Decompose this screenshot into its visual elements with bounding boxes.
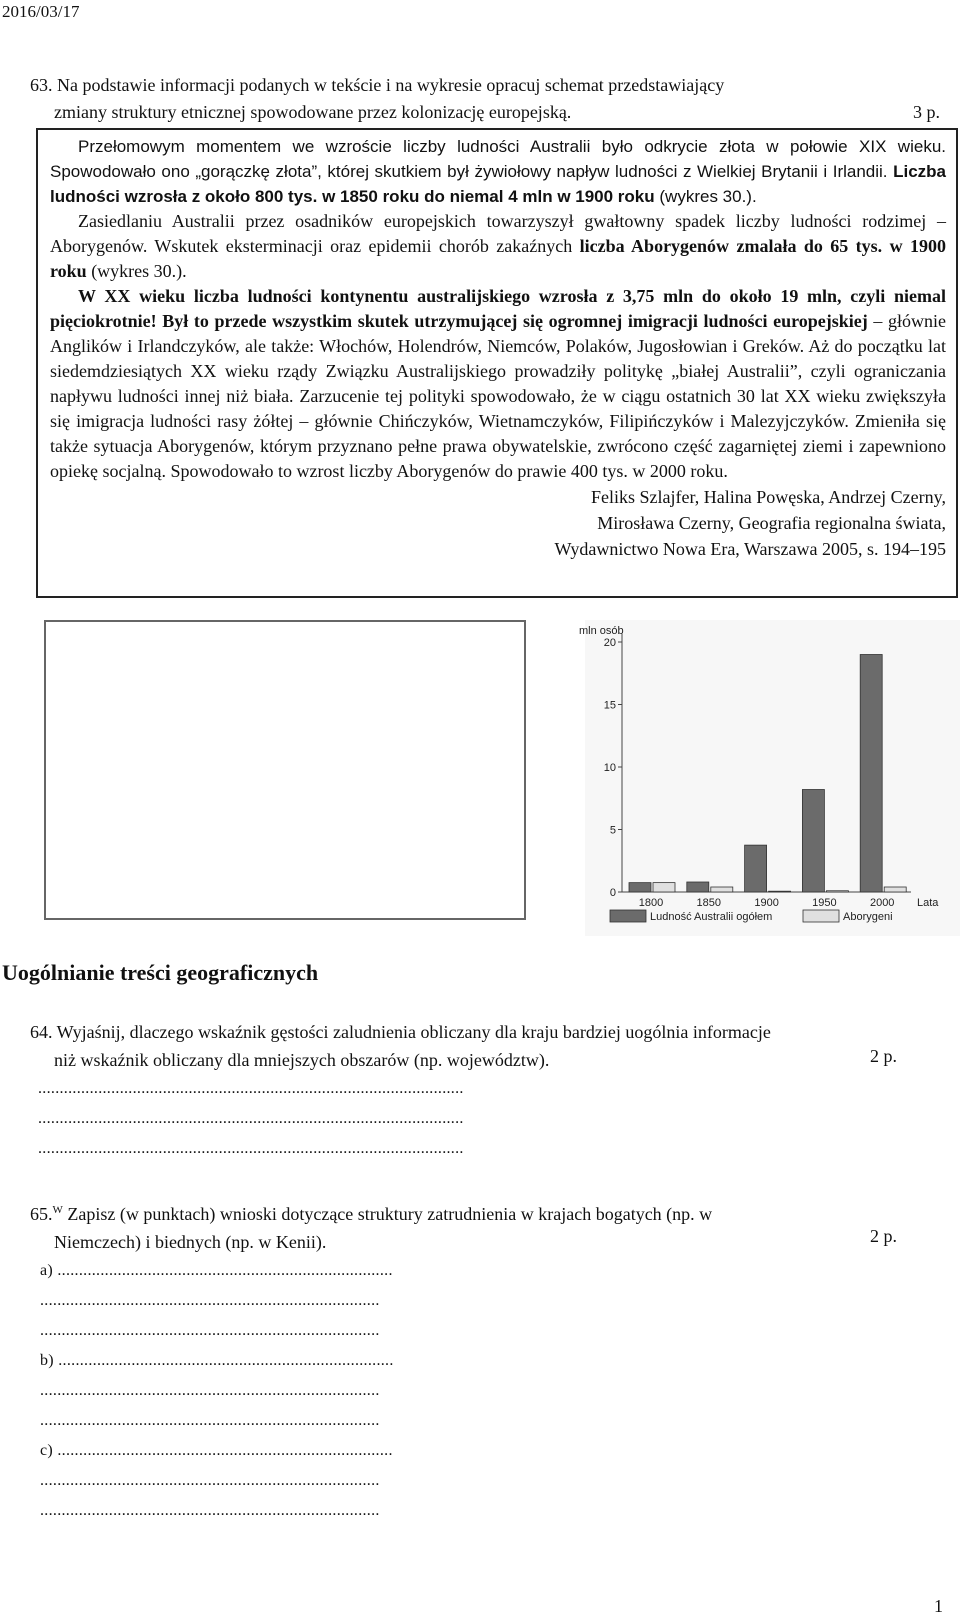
source-p3-text: – głównie Anglików i Irlandczyków, ale także: Włochów, Holendrów, Niemców, Polaków, Jugosłowian i Greków. Aż do początku lat siedemdziesiątych XX wieku rządy Związku Australijskiego prowadziły politykę „białej Australii”, czyli ograniczania napływu ludności innej niż biała. Zarzucenie tej polityki spowodowało, że w ciągu ostatnich 30 lat XX wieku zwiększyła się imigracja ludności rasy żółtej – głównie Chińczyków, Wietnamczyków, Filipińczyków i Malezyjczyków. Zmieniła się także sytuacja Aborygenów, którym przyznano pełne prawa obywatelskie, zwrócono część zagarniętej ziemi i zapewniono opiekę socjalną. Spowodowało to wzrost liczby Aborygenów do prawie 400 tys. w 2000 roku. — [50, 311, 946, 481]
citation-line3: Wydawnictwo Nowa Era, Warszawa 2005, s. 194–195 — [554, 539, 946, 559]
y-tick-label: 0 — [609, 887, 616, 899]
answer-line-b-2[interactable]: ............................................................................... — [40, 1382, 380, 1399]
x-tick-label: 2000 — [869, 897, 895, 909]
y-tick-label: 5 — [609, 824, 616, 837]
y-tick-label: 20 — [603, 637, 616, 649]
x-tick-label: 1900 — [754, 897, 779, 909]
chart-bar — [653, 883, 675, 892]
question-65-points: 2 p. — [870, 1226, 897, 1246]
source-p2-text: Zasiedlaniu Australii przez osadników europejskich towarzyszył gwałtowny spadek liczby ludności rodzimej – Aborygenów. Wskutek eksterminacji oraz epidemii chorób zakaźnych — [50, 211, 946, 256]
question-64-line2: niż wskaźnik obliczany dla mniejszych obszarów (np. województw). — [54, 1050, 550, 1070]
answer-line-64-3[interactable]: ................................................................................................... — [38, 1140, 464, 1157]
source-p3-bold: W XX wieku liczba ludności kontynentu australijskiego wzrosła z 3,75 mln do około 19 mln, czyli niemal pięciokrotnie! Był to przede wszystkim skutek utrzymującej się ogromnej imigracji ludności europejskiej — [50, 286, 946, 331]
answer-box[interactable] — [44, 620, 526, 920]
chart-bar — [884, 887, 906, 892]
answer-line-64-1[interactable]: ................................................................................................... — [38, 1080, 464, 1097]
page-number: 1 — [934, 1596, 943, 1616]
chart-bar — [769, 891, 791, 892]
question-65-extended-mark: W — [52, 1204, 63, 1216]
question-63 — [30, 72, 940, 126]
answer-line-a-3[interactable]: ............................................................................... — [40, 1322, 380, 1339]
y-axis-label: mln osób — [579, 625, 624, 637]
answer-line-c-1[interactable] — [40, 1436, 940, 1466]
question-63-line2: zmiany struktury etnicznej spowodowane przez kolonizację europejską. — [54, 102, 572, 122]
chart-bar — [860, 655, 882, 893]
source-paragraph-1 — [50, 134, 946, 209]
answer-line-64-2[interactable]: ................................................................................................... — [38, 1110, 464, 1127]
chart-bar — [802, 790, 824, 893]
answer-line-a-1[interactable] — [40, 1256, 940, 1286]
x-tick-label: 1800 — [638, 897, 664, 909]
x-axis-label: Lata — [917, 897, 939, 909]
question-65-number: 65. — [30, 1204, 53, 1224]
source-p2-ref: (wykres 30.). — [91, 261, 187, 281]
legend-label: Aborygeni — [843, 911, 893, 923]
legend-label: Ludność Australii ogółem — [650, 911, 773, 923]
answer-label-c: c) — [40, 1442, 54, 1459]
document-date: 2016/03/17 — [2, 2, 80, 21]
dots-b-1: .............................................................................. — [58, 1352, 394, 1369]
question-65-text: Zapisz (w punktach) wnioski dotyczące struktury zatrudnienia w krajach bogatych (np. w — [67, 1204, 713, 1224]
answer-label-b: b) — [40, 1352, 54, 1369]
question-63-points: 3 p. — [913, 102, 940, 122]
citation-line2: Mirosława Czerny, Geografia regionalna świata, — [597, 513, 946, 533]
answer-line-b-1[interactable] — [40, 1346, 940, 1376]
question-64-points: 2 p. — [870, 1046, 897, 1066]
section-title: Uogólnianie treści geograficznych — [2, 960, 319, 985]
population-chart — [579, 620, 960, 936]
question-63-line1: 63. Na podstawie informacji podanych w tekście i na wykresie opracuj schemat przedstawiający — [30, 75, 725, 95]
dots-a-1: .............................................................................. — [57, 1262, 393, 1279]
source-p2-bold: liczba Aborygenów zmalała do 65 tys. w 1900 roku — [50, 236, 946, 281]
dots-c-1: .............................................................................. — [57, 1442, 393, 1459]
question-64 — [30, 1018, 940, 1164]
question-65 — [30, 1196, 940, 1526]
chart-bar — [687, 882, 709, 892]
source-p1-text: Przełomowym momentem we wzroście liczby ludności Australii było odkrycie złota w połowie XIX wieku. Spowodowało ono „gorączkę złota”, której skutkiem był żywiołowy napływ ludności z Wielkiej Brytanii i Irlandii. — [50, 137, 946, 181]
answer-label-a: a) — [40, 1262, 54, 1279]
chart-svg — [579, 620, 960, 936]
chart-bar — [745, 845, 767, 892]
question-65-line1 — [30, 1196, 940, 1228]
chart-bar — [711, 887, 733, 892]
source-text-box — [36, 128, 958, 598]
source-p1-ref: (wykres 30.). — [659, 187, 757, 206]
source-paragraph-2 — [50, 209, 946, 284]
x-tick-label: 1850 — [696, 897, 722, 909]
question-64-line1: 64. Wyjaśnij, dlaczego wskaźnik gęstości zaludnienia obliczany dla kraju bardziej uogólnia informacje — [30, 1022, 771, 1042]
chart-bar — [629, 883, 651, 892]
question-65-line2: Niemczech) i biednych (np. w Kenii). — [54, 1232, 327, 1252]
answer-line-b-3[interactable]: ............................................................................... — [40, 1412, 380, 1429]
answer-line-c-2[interactable]: ............................................................................... — [40, 1472, 380, 1489]
y-tick-label: 15 — [603, 699, 616, 712]
source-paragraph-3 — [50, 284, 946, 484]
chart-bar — [826, 891, 848, 892]
answer-line-c-3[interactable]: ............................................................................... — [40, 1502, 380, 1519]
legend-swatch — [610, 910, 646, 922]
y-tick-label: 10 — [603, 762, 616, 774]
citation-line1: Feliks Szlajfer, Halina Powęska, Andrzej Czerny, — [590, 487, 946, 507]
answer-line-a-2[interactable]: ............................................................................... — [40, 1292, 380, 1309]
x-tick-label: 1950 — [812, 897, 837, 909]
source-p1-bold: Liczba ludności wzrosła z około 800 tys. w 1850 roku do niemal 4 mln w 1900 roku — [50, 162, 946, 206]
legend-swatch — [803, 910, 839, 922]
